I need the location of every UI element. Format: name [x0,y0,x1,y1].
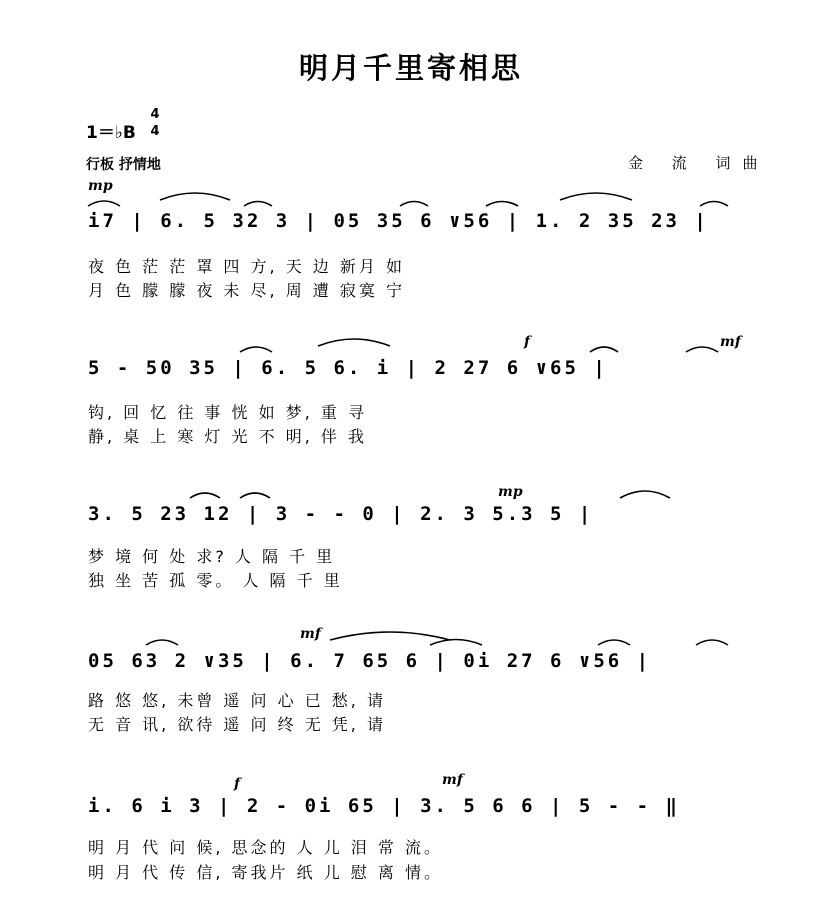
lyric-line-1-verse-2: 月 色 朦 朦 夜 未 尽, 周 遭 寂寞 宁 [88,281,405,300]
slur-arc [160,193,230,200]
dynamic-f: f [524,334,531,350]
lyric-line-2-verse-2: 静, 桌 上 寒 灯 光 不 明, 伴 我 [88,427,367,446]
dynamic-mf: mf [720,334,741,350]
notation-line-4: 05 63 2 ∨35 | 6. 7 65 6 | 0i 27 6 ∨56 | [88,650,652,672]
lyric-line-5-verse-2: 明 月 代 传 信, 寄我片 纸 儿 慰 离 情。 [88,863,443,882]
notation-line-3: 3. 5 23 12 | 3 - - 0 | 2. 3 5.3 5 | [88,503,594,525]
lyric-line-1-verse-1: 夜 色 茫 茫 罩 四 方, 天 边 新月 如 [88,257,405,276]
slur-arc [244,202,272,207]
slur-arc [620,491,670,498]
slur-arc [190,493,220,498]
notation-line-2: 5 - 50 35 | 6. 5 6. i | 2 27 6 ∨65 | [88,357,608,379]
slur-arc [696,640,728,645]
time-signature-top: 4 [150,107,160,122]
slur-arc [598,640,630,645]
dynamic-mf-2: mf [300,626,321,642]
composer-credit: 金 流 词曲 [628,154,770,172]
dynamic-mp: mp [88,178,113,194]
song-title: 明月千里寄相思 [298,51,523,85]
slur-arc [88,201,120,206]
lyric-line-3-verse-1: 梦 境 何 处 求? 人 隔 千 里 [88,547,336,566]
slur-arc [560,193,632,200]
time-signature-bottom: 4 [150,124,160,139]
slur-arc [318,339,390,346]
slur-arc [330,632,450,640]
slur-arc [590,347,618,352]
lyric-line-4-verse-2: 无 音 讯, 欲待 遥 问 终 无 凭, 请 [88,715,386,734]
tempo-marking: 行板 抒情地 [86,157,161,173]
slur-arc [700,202,728,207]
dynamic-mf-3: mf [442,772,463,788]
key-signature: 1＝♭B [86,123,136,143]
notation-line-1: i7 | 6. 5 32 3 | 05 35 6 ∨56 | 1. 2 35 23 | [88,210,709,232]
notation-line-5: i. 6 i 3 | 2 - 0i 65 | 3. 5 6 6 | 5 - - ‖ [88,795,680,817]
slur-arc [400,202,428,207]
slur-arc [240,347,272,352]
slur-arc [430,640,482,646]
slur-arc [146,640,178,645]
dynamic-mp-2: mp [498,484,523,500]
lyric-line-2-verse-1: 钩, 回 忆 往 事 恍 如 梦, 重 寻 [88,403,367,422]
slur-arc [240,493,270,498]
lyric-line-4-verse-1: 路 悠 悠, 未曾 遥 问 心 已 愁, 请 [88,691,386,710]
lyric-line-3-verse-2: 独 坐 苦 孤 零。 人 隔 千 里 [88,571,343,590]
dynamic-f-2: f [234,776,241,792]
slur-arc [686,347,718,352]
lyric-line-5-verse-1: 明 月 代 问 候, 思念的 人 儿 泪 常 流。 [88,838,443,857]
slur-arc [486,202,518,207]
